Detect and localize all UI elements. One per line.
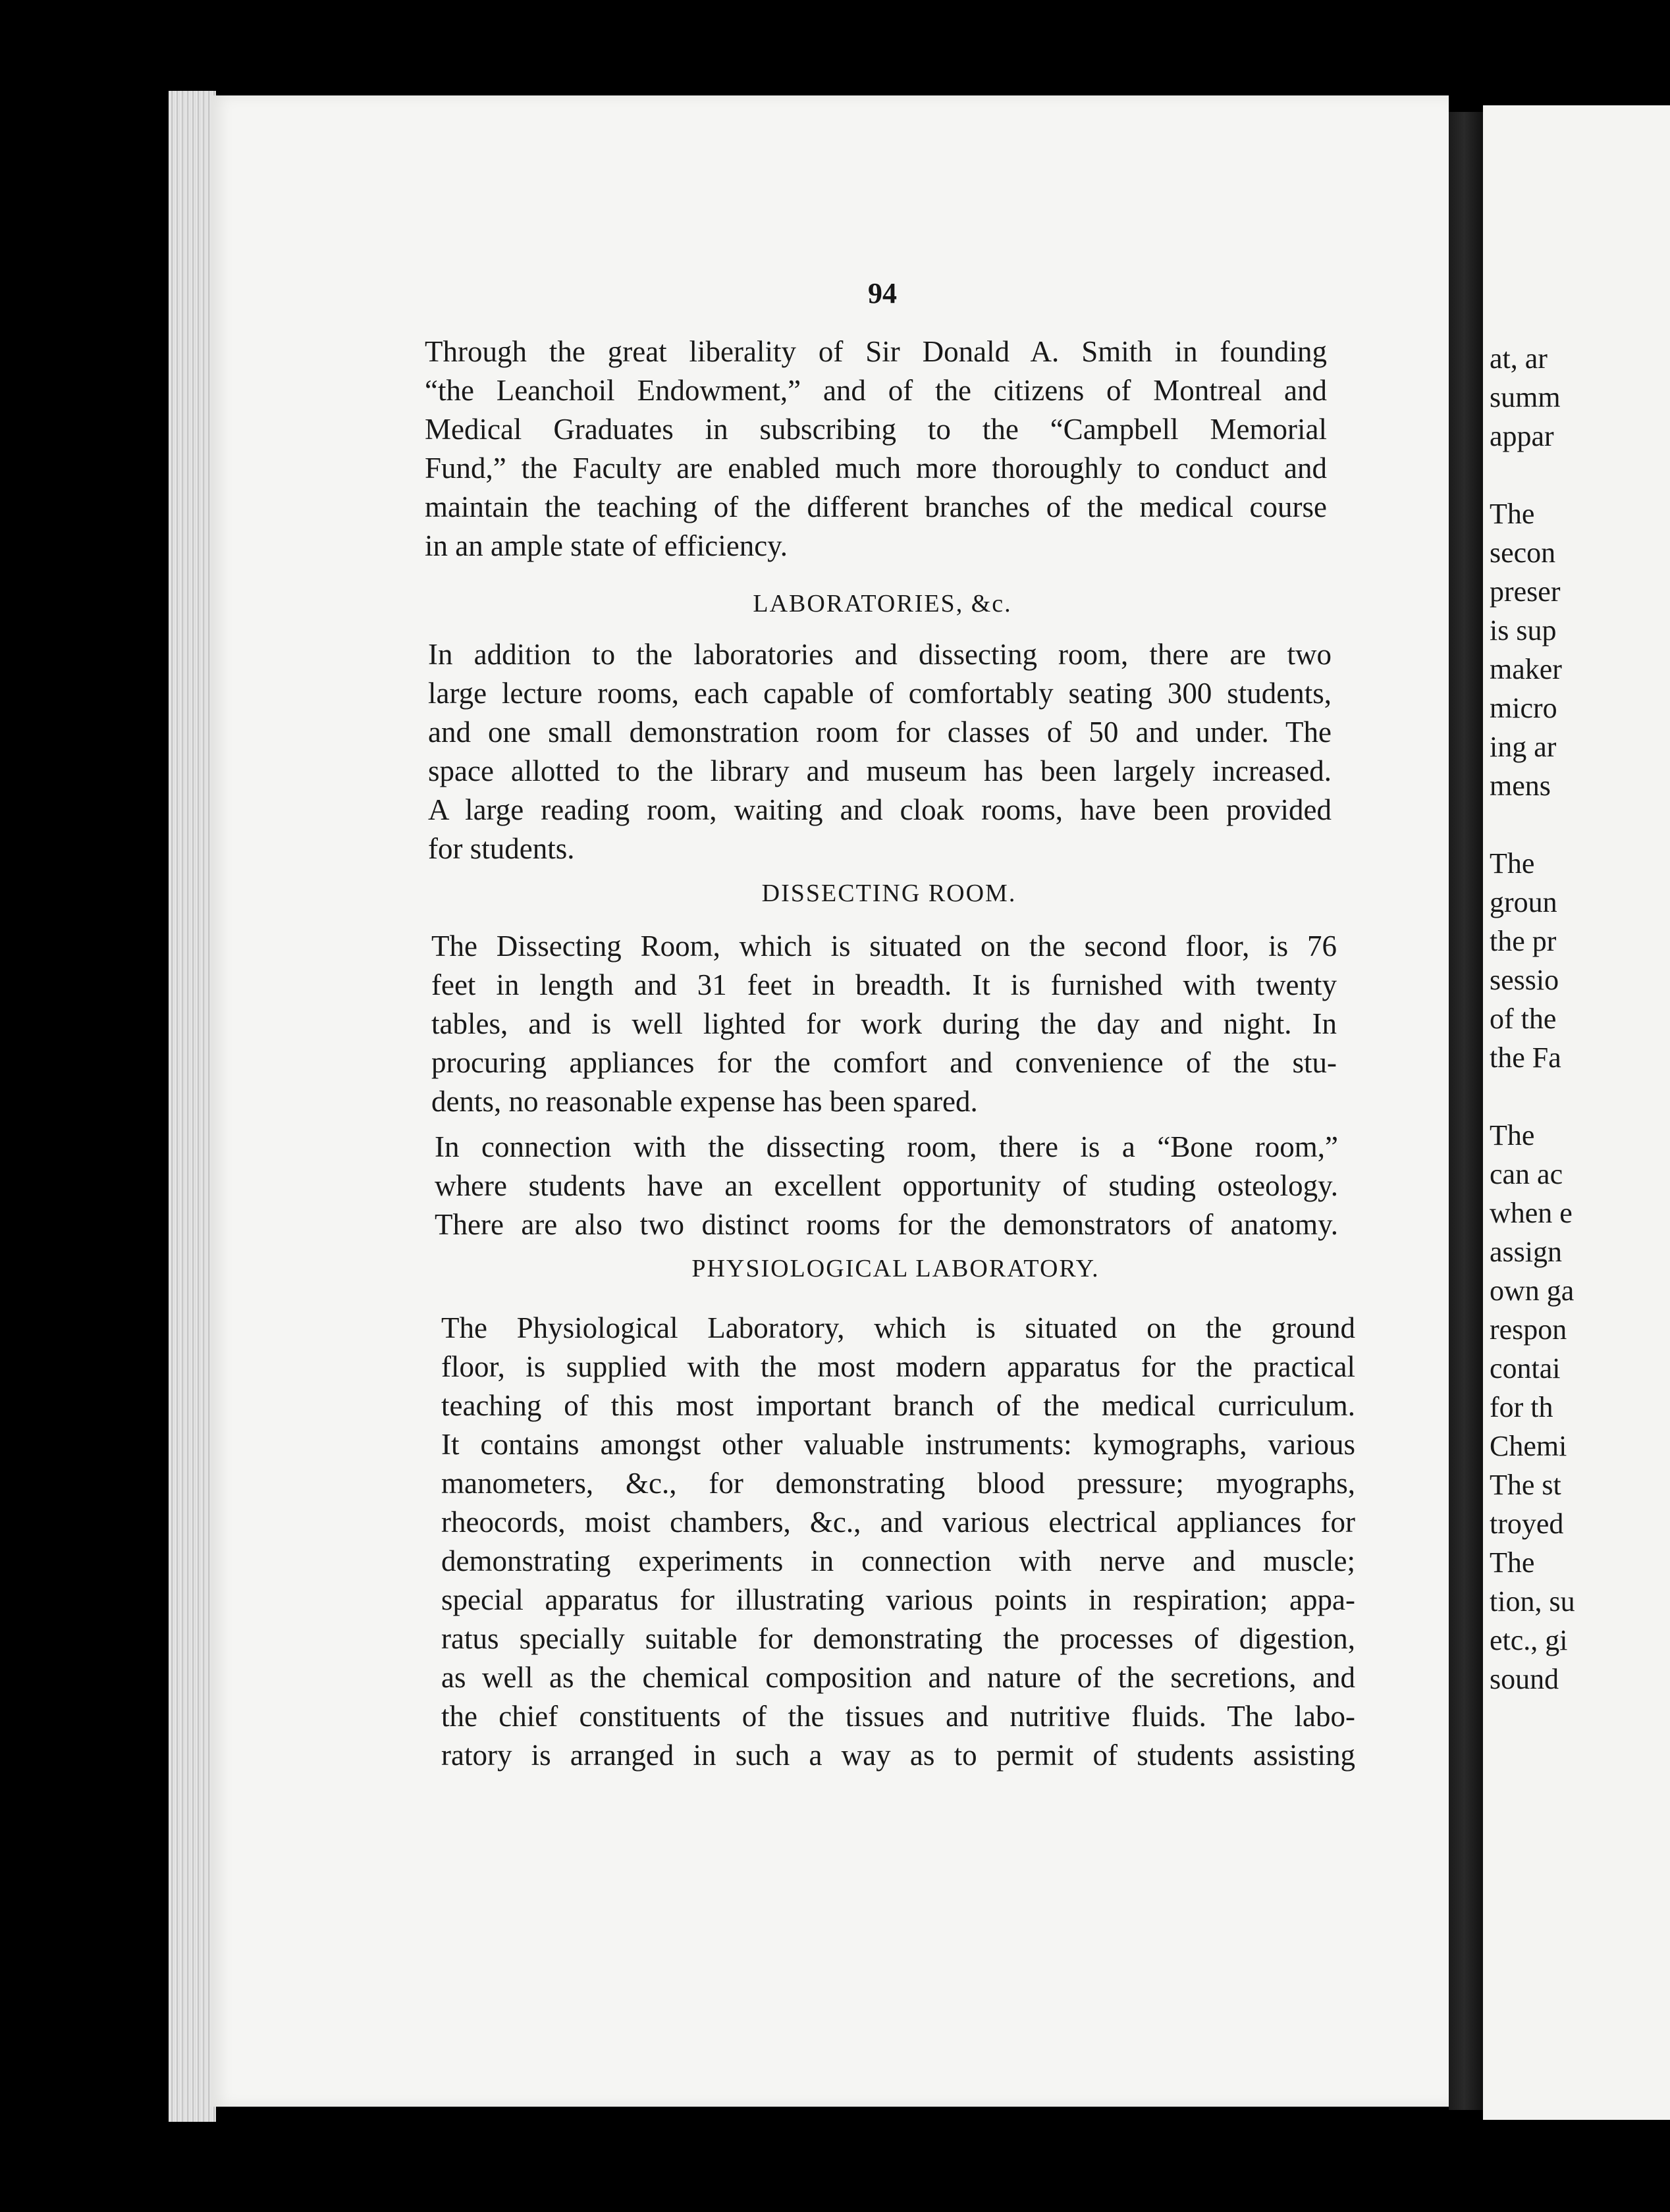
text-line: Medical Graduates in subscribing to the “Campbell Memorial <box>425 413 1327 446</box>
paragraph-bone-room <box>435 1128 1338 1244</box>
text-line: for students. <box>428 832 575 865</box>
paragraph-laboratories <box>428 635 1332 868</box>
paragraph-intro <box>425 332 1327 566</box>
text-line: rheocords, moist chambers, &c., and various electrical appliances for <box>441 1506 1355 1539</box>
text-line: mens <box>1490 770 1551 802</box>
text-line: respon <box>1490 1313 1567 1346</box>
text-line: of the <box>1490 1003 1557 1035</box>
text-line: The <box>1490 1119 1535 1151</box>
text-line: groun <box>1490 886 1557 918</box>
text-line: preser <box>1490 575 1561 608</box>
text-line: There are also two distinct rooms for the demonstrators of anatomy. <box>435 1208 1338 1241</box>
text-line: It contains amongst other valuable instruments: kymographs, various <box>441 1428 1355 1461</box>
paragraph-dissecting-room <box>431 927 1337 1121</box>
text-line: secon <box>1490 537 1556 569</box>
text-line: The st <box>1490 1469 1561 1501</box>
text-line: ratory is arranged in such a way as to permit of students assisting <box>441 1739 1355 1772</box>
text-line: own ga <box>1490 1275 1575 1307</box>
text-line: manometers, &c., for demonstrating blood pressure; myographs, <box>441 1467 1355 1500</box>
text-line: tion, su <box>1490 1585 1575 1618</box>
text-line: appar <box>1490 420 1554 452</box>
text-line: dents, no reasonable expense has been spared. <box>431 1085 978 1118</box>
text-line: maker <box>1490 653 1562 685</box>
text-line <box>1490 805 1575 844</box>
text-line: where students have an excellent opportunity of studing osteology. <box>435 1169 1338 1202</box>
text-line: sound <box>1490 1663 1559 1695</box>
text-line: at, ar <box>1490 342 1548 375</box>
text-line: feet in length and 31 feet in breadth. It is furnished with twenty <box>431 968 1337 1001</box>
text-line: In addition to the laboratories and dissecting room, there are two <box>428 638 1332 671</box>
text-line: The <box>1490 1546 1535 1579</box>
paragraph-physiological-laboratory <box>441 1309 1355 1775</box>
page-number: 94 <box>868 277 897 309</box>
text-line: Through the great liberality of Sir Donald A. Smith in founding <box>425 335 1327 368</box>
text-line: when e <box>1490 1197 1573 1229</box>
text-line: ing ar <box>1490 731 1557 763</box>
text-line: The Dissecting Room, which is situated on the second floor, is 76 <box>431 930 1337 962</box>
text-line: for th <box>1490 1391 1553 1423</box>
text-line: The <box>1490 847 1535 880</box>
heading-dissecting-room: DISSECTING ROOM. <box>761 880 1017 907</box>
text-line: as well as the chemical composition and nature of the secretions, and <box>441 1661 1355 1694</box>
text-line: summ <box>1490 381 1561 413</box>
text-line: demonstrating experiments in connection with nerve and muscle; <box>441 1544 1355 1577</box>
heading-laboratories: LABORATORIES, &c. <box>753 590 1012 618</box>
text-line: is sup <box>1490 614 1557 646</box>
text-line: etc., gi <box>1490 1624 1568 1656</box>
text-line: the Fa <box>1490 1041 1561 1074</box>
text-line: In connection with the dissecting room, there is a “Bone room,” <box>435 1130 1338 1163</box>
text-line: procuring appliances for the comfort and convenience of the stu- <box>431 1046 1337 1079</box>
text-line: the chief constituents of the tissues and nutritive fluids. The labo- <box>441 1700 1355 1733</box>
text-line: special apparatus for illustrating various points in respiration; appa- <box>441 1583 1355 1616</box>
text-line: assign <box>1490 1236 1562 1268</box>
text-line: large lecture rooms, each capable of comfortably seating 300 students, <box>428 677 1332 710</box>
text-line: Chemi <box>1490 1430 1567 1462</box>
text-line: micro <box>1490 692 1557 724</box>
text-line: “the Leanchoil Endowment,” and of the citizens of Montreal and <box>425 374 1327 407</box>
text-line: Fund,” the Faculty are enabled much more thoroughly to conduct and <box>425 452 1327 485</box>
text-line: in an ample state of efficiency. <box>425 529 788 562</box>
text-line: sessio <box>1490 964 1559 996</box>
text-line: contai <box>1490 1352 1561 1384</box>
text-line: the pr <box>1490 925 1557 957</box>
text-line: teaching of this most important branch of the medical curriculum. <box>441 1389 1355 1422</box>
text-line: troyed <box>1490 1508 1564 1540</box>
text-line: tables, and is well lighted for work during the day and night. In <box>431 1007 1337 1040</box>
text-line: ratus specially suitable for demonstrating the processes of digestion, <box>441 1622 1355 1655</box>
heading-physiological-laboratory: PHYSIOLOGICAL LABORATORY. <box>691 1255 1100 1282</box>
text-line: floor, is supplied with the most modern apparatus for the practical <box>441 1350 1355 1383</box>
text-line: space allotted to the library and museum has been largely increased. <box>428 754 1332 787</box>
text-line <box>1490 1077 1575 1116</box>
right-page-text <box>1490 339 1575 1698</box>
text-line: The Physiological Laboratory, which is situated on the ground <box>441 1311 1355 1344</box>
book-gutter <box>1449 112 1483 2110</box>
text-line: and one small demonstration room for classes of 50 and under. The <box>428 716 1332 749</box>
text-line <box>1490 456 1575 494</box>
text-line: A large reading room, waiting and cloak rooms, have been provided <box>428 793 1332 826</box>
text-line: The <box>1490 498 1535 530</box>
text-line: can ac <box>1490 1158 1563 1190</box>
page-edge <box>169 91 216 2122</box>
text-line: maintain the teaching of the different branches of the medical course <box>425 490 1327 523</box>
